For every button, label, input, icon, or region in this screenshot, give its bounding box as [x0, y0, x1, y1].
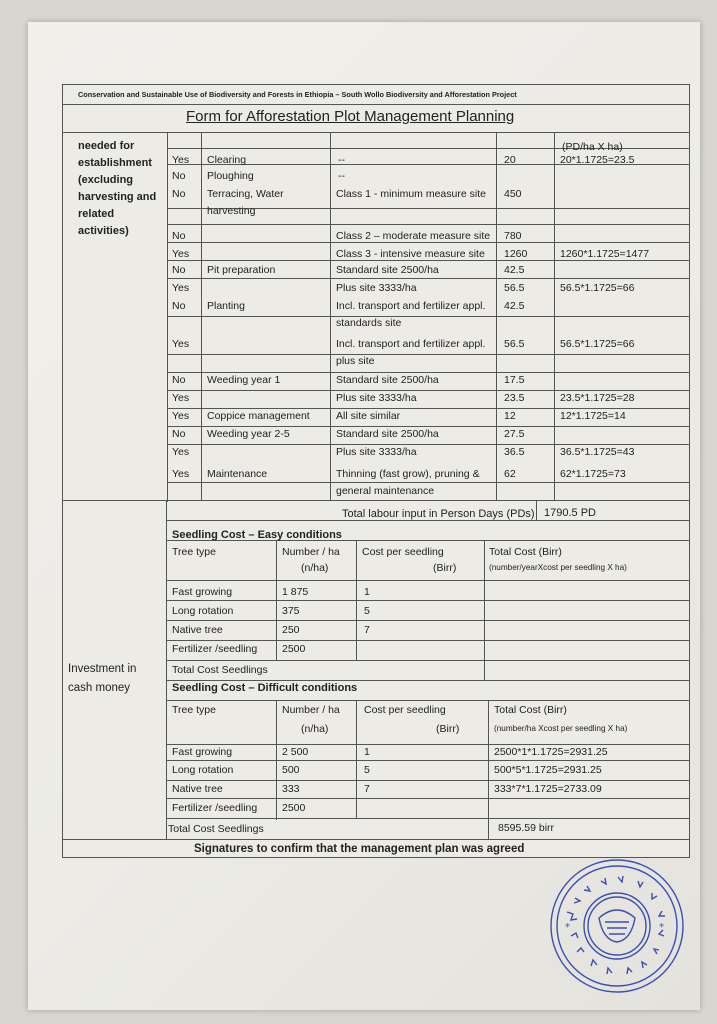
table-rule	[167, 260, 690, 261]
table-rule	[166, 660, 690, 661]
site-class-cell: Standard site 2500/ha	[336, 374, 439, 386]
table-rule	[166, 798, 690, 799]
yes-no-cell: No	[172, 264, 186, 276]
table-rule	[166, 600, 690, 601]
pd-total-cell: 56.5*1.1725=66	[560, 338, 635, 350]
easy-h-cost: Cost per seedling	[362, 546, 444, 558]
table-rule	[166, 500, 167, 520]
table-rule	[356, 700, 357, 818]
table-rule	[167, 444, 690, 445]
tree-type-cell: Long rotation	[172, 764, 234, 776]
difficult-h-num2: (n/ha)	[301, 723, 329, 735]
total-cost-cell: 500*5*1.1725=2931.25	[494, 764, 602, 776]
investment-side-label-1: Investment in	[68, 663, 137, 675]
table-rule	[276, 540, 277, 660]
site-class-cell: --	[338, 154, 345, 166]
yes-no-cell: No	[172, 428, 186, 440]
pd-per-ha-cell: 27.5	[504, 428, 525, 440]
easy-h-num2: (n/ha)	[301, 562, 329, 574]
site-class-cell-line2: plus site	[336, 355, 375, 367]
easy-h-total2: (number/yearXcost per seedling X ha)	[489, 563, 627, 572]
number-per-ha-cell: 2500	[282, 802, 306, 814]
investment-side-label-2: cash money	[68, 682, 131, 694]
pd-per-ha-cell: 36.5	[504, 446, 525, 458]
pd-total-cell: 23.5*1.1725=28	[560, 392, 635, 404]
table-rule	[166, 520, 690, 521]
number-per-ha-cell: 375	[282, 605, 300, 617]
site-class-cell: Standard site 2500/ha	[336, 428, 439, 440]
table-rule	[166, 818, 690, 819]
difficult-h-total2: (number/ha Xcost per seedling X ha)	[494, 724, 628, 733]
table-rule	[62, 839, 690, 840]
number-per-ha-cell: 333	[282, 783, 300, 795]
yes-no-cell: No	[172, 374, 186, 386]
site-class-cell: --	[338, 170, 345, 182]
pd-per-ha-cell: 23.5	[504, 392, 525, 404]
difficult-h-num: Number / ha	[282, 704, 340, 716]
difficult-total-value: 8595.59 birr	[498, 822, 555, 834]
activity-cell: Pit preparation	[207, 264, 276, 276]
table-rule	[536, 500, 537, 520]
official-seal-stamp	[547, 856, 687, 996]
site-class-cell: Plus site 3333/ha	[336, 282, 417, 294]
difficult-h-cost: Cost per seedling	[364, 704, 446, 716]
yes-no-cell: Yes	[172, 154, 190, 166]
pd-per-ha-cell: 1260	[504, 248, 528, 260]
total-cost-cell: 2500*1*1.1725=2931.25	[494, 746, 608, 758]
easy-total-label: Total Cost Seedlings	[172, 664, 268, 676]
tree-type-cell: Fast growing	[172, 746, 233, 758]
difficult-h-tree: Tree type	[172, 704, 216, 716]
form-title: Form for Afforestation Plot Management Planning	[186, 108, 515, 125]
table-rule	[62, 84, 63, 858]
cost-per-seedling-cell: 1	[364, 746, 370, 758]
table-rule	[62, 500, 690, 501]
number-per-ha-cell: 500	[282, 764, 300, 776]
tree-type-cell: Native tree	[172, 624, 223, 636]
yes-no-cell: Yes	[172, 468, 190, 480]
activity-cell: Ploughing	[207, 170, 254, 182]
pd-per-ha-cell: 780	[504, 230, 522, 242]
site-class-cell: Plus site 3333/ha	[336, 392, 417, 404]
number-per-ha-cell: 1 875	[282, 586, 309, 598]
easy-h-total: Total Cost (Birr)	[489, 546, 562, 558]
table-rule	[166, 620, 690, 621]
tree-type-cell: Native tree	[172, 783, 223, 795]
cost-per-seedling-cell: 5	[364, 605, 370, 617]
table-rule	[166, 640, 690, 641]
yes-no-cell: No	[172, 170, 186, 182]
easy-conditions-title: Seedling Cost – Easy conditions	[172, 529, 342, 541]
cost-per-seedling-cell: 5	[364, 764, 370, 776]
labour-total-label: Total labour input in Person Days (PDs)	[342, 508, 535, 520]
svg-text:*: *	[565, 922, 570, 933]
table-rule	[166, 780, 690, 781]
pd-total-cell: 56.5*1.1725=66	[560, 282, 635, 294]
pd-total-cell: 1260*1.1725=1477	[560, 248, 650, 260]
table-rule	[167, 482, 690, 483]
table-rule	[167, 316, 690, 317]
pd-total-cell: 20*1.1725=23.5	[560, 154, 635, 166]
svg-text:*: *	[659, 922, 664, 933]
pd-per-ha-cell: 42.5	[504, 264, 525, 276]
yes-no-cell: Yes	[172, 446, 190, 458]
site-class-cell-line2: general maintenance	[336, 485, 435, 497]
tree-type-cell: Fast growing	[172, 586, 233, 598]
cost-per-seedling-cell: 1	[364, 586, 370, 598]
activity-cell: Clearing	[207, 154, 247, 166]
pd-per-ha-cell: 450	[504, 188, 522, 200]
activity-cell: Terracing, Water	[207, 188, 284, 200]
activity-cell: Weeding year 1	[207, 374, 281, 386]
yes-no-cell: No	[172, 300, 186, 312]
tree-type-cell: Long rotation	[172, 605, 234, 617]
table-rule	[356, 540, 357, 660]
table-rule	[488, 700, 489, 840]
activity-cell: Weeding year 2-5	[207, 428, 290, 440]
yes-no-cell: Yes	[172, 282, 190, 294]
site-class-cell-line2: standards site	[336, 317, 402, 329]
tree-type-cell: Fertilizer /seedling	[172, 643, 258, 655]
table-rule	[167, 354, 690, 355]
table-rule	[166, 744, 690, 745]
yes-no-cell: No	[172, 188, 186, 200]
yes-no-cell: Yes	[172, 248, 190, 260]
site-class-cell: Standard site 2500/ha	[336, 264, 439, 276]
yes-no-cell: Yes	[172, 392, 190, 404]
activity-cell: Planting	[207, 300, 245, 312]
yes-no-cell: No	[172, 230, 186, 242]
table-rule	[166, 680, 690, 681]
pd-per-ha-cell: 20	[504, 154, 516, 166]
number-per-ha-cell: 250	[282, 624, 300, 636]
difficult-conditions-title: Seedling Cost – Difficult conditions	[172, 682, 358, 694]
yes-no-cell: Yes	[172, 410, 190, 422]
project-header: Conservation and Sustainable Use of Biodiversity and Forests in Ethiopia – South Wollo Biodiversity and Afforestation Project	[78, 90, 517, 99]
pd-total-cell: 62*1.1725=73	[560, 468, 626, 480]
total-cost-cell: 333*7*1.1725=2733.09	[494, 783, 602, 795]
table-rule	[166, 760, 690, 761]
table-rule	[167, 426, 690, 427]
site-class-cell: Incl. transport and fertilizer appl.	[336, 300, 486, 312]
site-class-cell: Incl. transport and fertilizer appl.	[336, 338, 486, 350]
difficult-h-cost2: (Birr)	[436, 723, 460, 735]
table-rule	[167, 242, 690, 243]
cost-per-seedling-cell: 7	[364, 624, 370, 636]
table-rule	[167, 278, 690, 279]
pd-per-ha-cell: 56.5	[504, 338, 525, 350]
cost-per-seedling-cell: 7	[364, 783, 370, 795]
tree-type-cell: Fertilizer /seedling	[172, 802, 258, 814]
site-class-cell: Class 3 - intensive measure site	[336, 248, 485, 260]
planning-form: Conservation and Sustainable Use of Biodiversity and Forests in Ethiopia – South Wollo Biodiversity and Afforestation Project Form for Afforestation Plot Management Planning needed for establishment (excluding harvesting and related activities) (PD/ha X ha) Yes Clearing -- 20 20*1.1725=23.5 No Ploughing -- No Terracing, Water harvesting Class 1 - minimum measure site 450 No Class 2 – moderate measure site 780 Yes Class 3 - intensive measure site 1260 1260*1.1725=1477 No Pit preparation Standard site 2500/ha 42.5 Yes Plus site 3333/ha 56.5 56.5*1.1725=66 No Planting Incl. transport and fertilizer appl. standards site 42.5 Yes Incl. transport and fertilizer appl. plus site 56.5 56.5*1.1725=66 No Weeding year 1 Standard site 2500/ha 17.5 Yes Plus site 3333/ha 23.5 23.5*1.1725=28 Yes Coppice management All site similar 12 12*1.1725=14 No Weeding year 2-5 Standard site 2500/ha 27.5 Yes Plus site 3333/ha 36.5 36.5*1.1725=43 Yes Maintenance Thinning (fast grow), pruning & general maintenance 62 62*1.1725=73 Total labour input in Person Days (PDs) 1790.5 PD Investment in cash money Seedling Cost – Easy conditions Tree type Number / ha (n/ha) Cost per seedling (Birr) Total Cost (Birr) (number/yearXcost per seedling X ha) Fast growing 1 875 1 Long rotation 375 5 Native tree 250 7 Fertilizer /seedling 2500 Total Cost Seedlings Seedling Cost – Difficult conditions Tree type Number / ha (n/ha) Cost per seedling (Birr) Total Cost (Birr) (number/ha Xcost per seedling X ha) Fast growing 2 500 1 2500*1*1.1725=2931.25 Long rotation 500 5 500*5*1.1725=2931.25 Native tree 333 7 333*7*1.1725=2733.09 Fertilizer /seedling 2500 Total Cost Seedlings 8595.59 birr	[62, 84, 690, 858]
table-rule	[167, 372, 690, 373]
table-rule	[62, 104, 690, 105]
site-class-cell: All site similar	[336, 410, 401, 422]
activity-cell: Maintenance	[207, 468, 268, 480]
pd-per-ha-cell: 17.5	[504, 374, 525, 386]
table-rule	[484, 540, 485, 680]
pd-per-ha-cell: 56.5	[504, 282, 525, 294]
table-rule	[167, 132, 690, 133]
table-rule	[166, 520, 167, 840]
easy-h-num: Number / ha	[282, 546, 340, 558]
pd-per-ha-cell: 42.5	[504, 300, 525, 312]
pd-total-cell: 12*1.1725=14	[560, 410, 626, 422]
number-per-ha-cell: 2 500	[282, 746, 309, 758]
table-rule	[689, 84, 690, 858]
table-rule	[167, 390, 690, 391]
activity-cell: Coppice management	[207, 410, 310, 422]
difficult-total-label: Total Cost Seedlings	[168, 823, 264, 835]
activity-cell-line2: harvesting	[207, 205, 256, 217]
table-rule	[167, 224, 690, 225]
signatures-line: Signatures to confirm that the management plan was agreed	[194, 843, 525, 855]
pd-total-cell: 36.5*1.1725=43	[560, 446, 635, 458]
number-per-ha-cell: 2500	[282, 643, 306, 655]
site-class-cell: Plus site 3333/ha	[336, 446, 417, 458]
table-rule	[167, 408, 690, 409]
table-rule	[166, 580, 690, 581]
site-class-cell: Class 1 - minimum measure site	[336, 188, 486, 200]
difficult-h-total: Total Cost (Birr)	[494, 704, 567, 716]
table-rule	[166, 700, 690, 701]
yes-no-cell: Yes	[172, 338, 190, 350]
pd-per-ha-cell: 12	[504, 410, 516, 422]
site-class-cell: Class 2 – moderate measure site	[336, 230, 491, 242]
table-rule	[167, 132, 168, 502]
site-class-cell: Thinning (fast grow), pruning &	[336, 468, 480, 480]
labour-total-value: 1790.5 PD	[544, 507, 596, 519]
table-rule	[276, 700, 277, 820]
easy-h-tree: Tree type	[172, 546, 216, 558]
pd-per-ha-cell: 62	[504, 468, 516, 480]
pd-header: (PD/ha X ha)	[562, 141, 623, 153]
easy-h-cost2: (Birr)	[433, 562, 457, 574]
